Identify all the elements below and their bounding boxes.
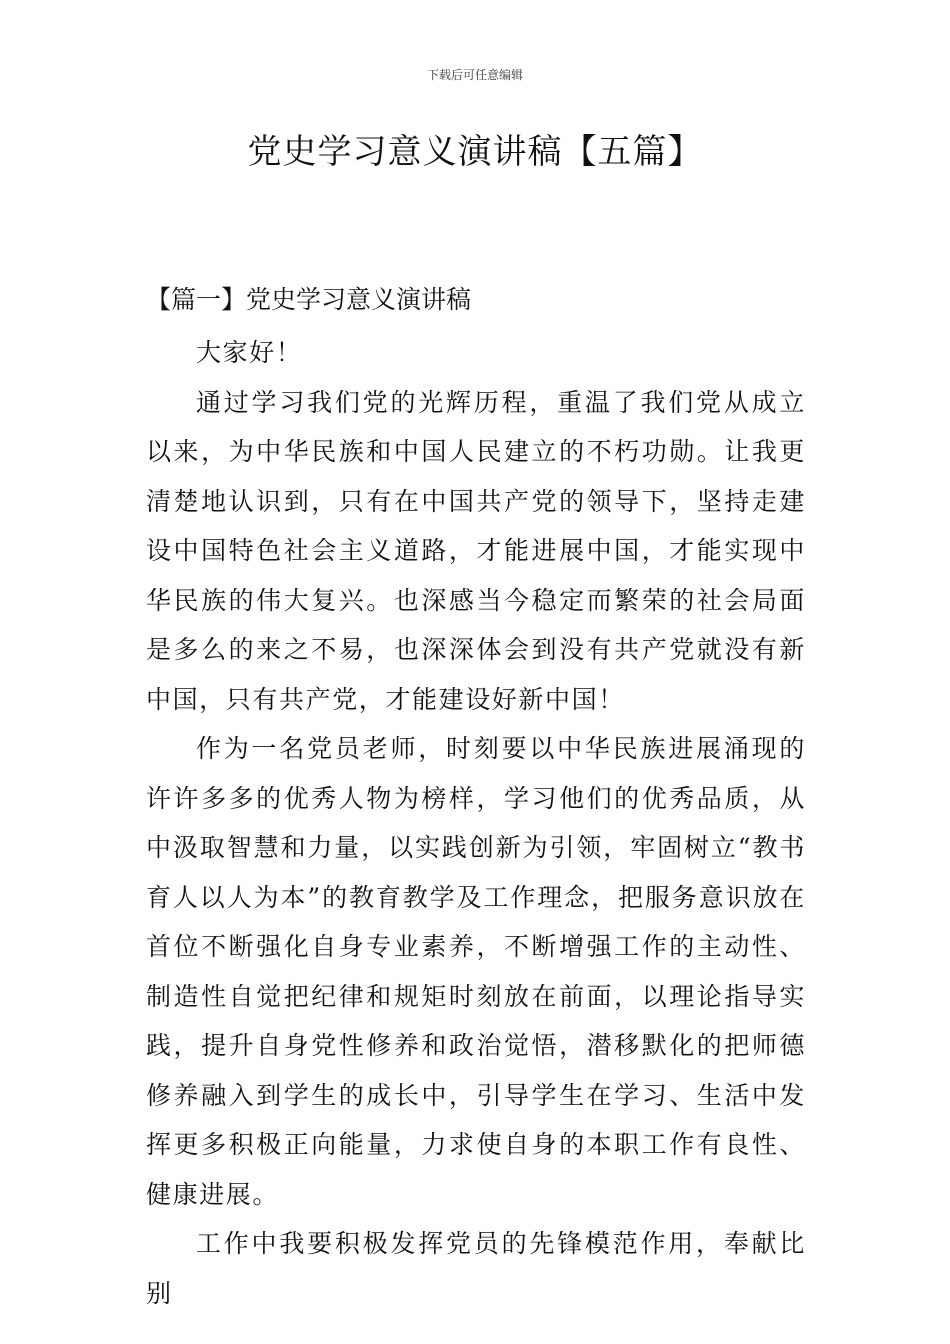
header-note: 下载后可任意编辑	[426, 68, 523, 82]
greeting-paragraph: 大家好！	[196, 338, 303, 367]
document-title: 党史学习意义演讲稿【五篇】	[247, 132, 703, 172]
body-paragraph-2: 作为一名党员老师，时刻要以中华民族进展涌现的许许多多的优秀人物为榜样，学习他们的优秀品质，从中汲取智慧和力量，以实践创新为引领，牢固树立“教书育人以人为本”的教育教学及工作理念，把服务意识放在首位不断强化自身专业素养，不断增强工作的主动性、制造性自觉把纪律和规矩时刻放在前面，以理论指导实践，提升自身党性修养和政治觉悟，潜移默化的把师德修养融入到学生的成长中，引导学生在学习、生活中发挥更多积极正向能量，力求使自身的本职工作有良性、健康进展。	[146, 734, 806, 1209]
document-body	[146, 278, 806, 1318]
body-paragraph-1: 通过学习我们党的光辉历程，重温了我们党从成立以来，为中华民族和中国人民建立的不朽功勋。让我更清楚地认识到，只有在中国共产党的领导下，坚持走建设中国特色社会主义道路，才能进展中国，才能实现中华民族的伟大复兴。也深感当今稳定而繁荣的社会局面是多么的来之不易，也深深体会到没有共产党就没有新中国，只有共产党，才能建设好新中国！	[146, 387, 806, 714]
section-heading: 【篇一】党史学习意义演讲稿	[146, 285, 472, 314]
body-paragraph-3: 工作中我要积极发挥党员的先锋模范作用，奉献比别	[146, 1229, 806, 1308]
